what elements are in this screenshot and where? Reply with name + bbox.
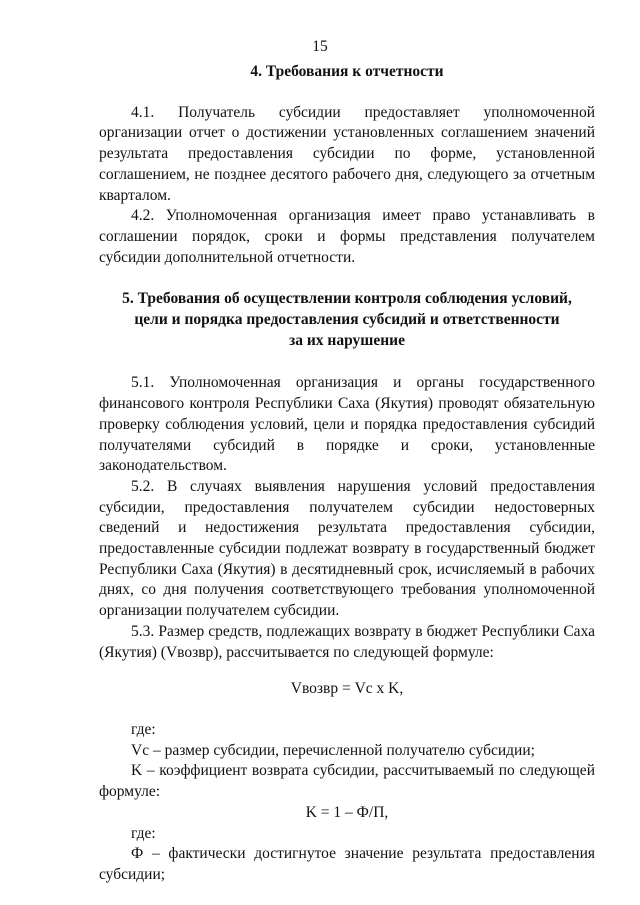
paragraph-5-2: 5.2. В случаях выявления нарушения условий предоставления субсидии, предоставления получателем субсидии недостоверных сведений и недостижения результата предоставления субсидии, предоставленные субсидии подлежат возврату в государственный бюджет Республики Саха (Якутия) в десятидневный срок, исчисляемый в рабочих днях, со дня получения соответствующего требования уполномоченной организации получателем субсидии.: [99, 477, 595, 620]
where-label-2: где:: [131, 824, 156, 842]
section-5-title-line-2: цели и порядка предоставления субсидий и ответственности: [134, 311, 560, 329]
section-5-title: [99, 289, 595, 351]
document-body: [99, 62, 595, 886]
definition-vc: Vc – размер субсидии, перечисленной получателю субсидии;: [131, 741, 535, 759]
definition-k: K – коэффициент возврата субсидии, рассчитываемый по следующей формуле:: [99, 762, 595, 801]
formula-vreturn: Vвозвр = Vc x K,: [290, 680, 404, 698]
formula-k: K = 1 – Ф/П,: [305, 803, 389, 821]
section-5-title-line-1: 5. Требования об осуществлении контроля соблюдения условий,: [122, 290, 572, 308]
where-label-1: где:: [131, 720, 156, 738]
paragraph-5-3: 5.3. Размер средств, подлежащих возврату в бюджет Республики Саха (Якутия) (Vвозвр), рассчитывается по следующей формуле:: [99, 622, 595, 661]
definition-f: Ф – фактически достигнутое значение результата предоставления субсидии;: [99, 845, 595, 883]
page-number: 15: [312, 38, 328, 55]
section-4-title: 4. Требования к отчетности: [250, 63, 444, 80]
paragraph-4-1: 4.1. Получатель субсидии предоставляет уполномоченной организации отчет о достижении установленных соглашением значений результата предоставления субсидии по форме, установленной соглашением, не позднее десятого рабочего дня, следующего за отчетным кварталом.: [99, 103, 595, 204]
paragraph-5-1: 5.1. Уполномоченная организация и органы государственного финансового контроля Республики Саха (Якутия) проводят обязательную проверку соблюдения условий, цели и порядка предоставления субсидий получателями субсидий в порядке и сроки, установленные законодательством.: [99, 374, 595, 475]
paragraph-4-2: 4.2. Уполномоченная организация имеет право устанавливать в соглашении порядок, сроки и формы представления получателем субсидии дополнительной отчетности.: [99, 207, 595, 266]
section-5-title-line-3: за их нарушение: [289, 331, 405, 349]
